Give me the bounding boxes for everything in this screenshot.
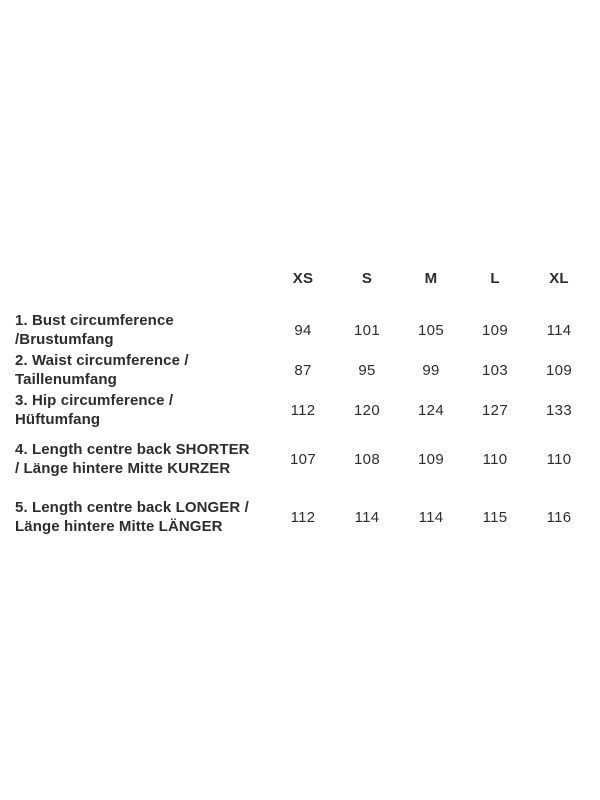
- cell-value: 116: [546, 508, 572, 526]
- cell-value: 109: [482, 321, 508, 339]
- row-label: 3. Hip circumference / Hüftumfang: [15, 392, 174, 428]
- row-label: 5. Length centre back LONGER / Länge hintere Mitte LÄNGER: [15, 499, 249, 535]
- row-label: 4. Length centre back SHORTER / Länge hintere Mitte KURZER: [15, 441, 250, 477]
- cell-value: 110: [546, 450, 572, 468]
- table-row: [0, 488, 591, 546]
- cell-value: 115: [482, 508, 508, 526]
- cell-value: 99: [422, 361, 440, 379]
- cell-value: 109: [418, 450, 444, 468]
- table-row: [0, 430, 591, 488]
- cell-value: 87: [294, 361, 312, 379]
- column-header-m: M: [424, 270, 438, 287]
- cell-value: 112: [290, 508, 316, 526]
- column-header-xl: XL: [549, 270, 569, 287]
- cell-value: 112: [290, 401, 316, 419]
- cell-value: 95: [358, 361, 376, 379]
- cell-value: 94: [294, 321, 312, 339]
- table-row: [0, 390, 591, 430]
- cell-value: 127: [482, 401, 508, 419]
- cell-value: 133: [546, 401, 572, 419]
- column-header-l: L: [490, 270, 500, 287]
- cell-value: 110: [482, 450, 508, 468]
- size-chart-table: [0, 266, 591, 546]
- cell-value: 114: [354, 508, 380, 526]
- table-row: [0, 350, 591, 390]
- row-label: 2. Waist circumference / Taillenumfang: [15, 352, 189, 388]
- table-row: [0, 310, 591, 350]
- cell-value: 114: [546, 321, 572, 339]
- cell-value: 108: [354, 450, 380, 468]
- cell-value: 109: [546, 361, 572, 379]
- cell-value: 120: [354, 401, 380, 419]
- column-header-xs: XS: [292, 270, 314, 287]
- label-column-header: [0, 266, 271, 310]
- cell-value: 114: [418, 508, 444, 526]
- cell-value: 101: [354, 321, 380, 339]
- cell-value: 105: [418, 321, 444, 339]
- row-label: 1. Bust circumference /Brustumfang: [15, 312, 174, 348]
- column-header-s: S: [361, 270, 373, 287]
- header-row: [0, 266, 591, 310]
- cell-value: 107: [290, 450, 316, 468]
- cell-value: 103: [482, 361, 508, 379]
- cell-value: 124: [418, 401, 444, 419]
